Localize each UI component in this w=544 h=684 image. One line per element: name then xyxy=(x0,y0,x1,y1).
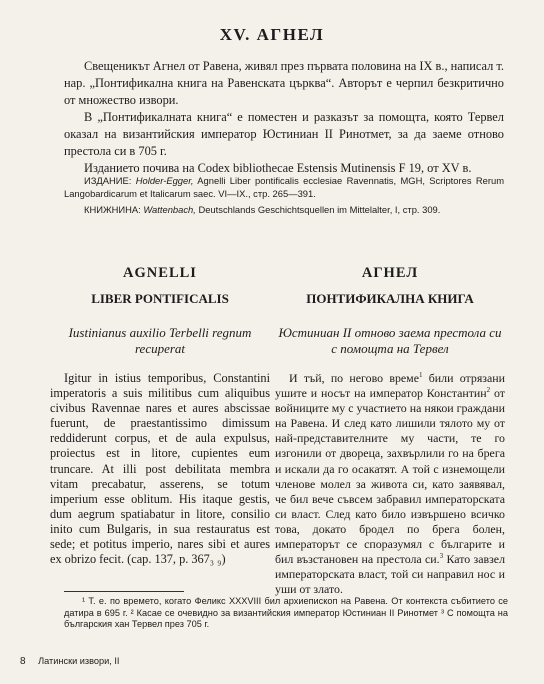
literature-text: Deutschlands Geschichtsquellen im Mittelalter, I, стр. 309. xyxy=(198,204,441,215)
bulgarian-text-part-c: от войниците му с участието на някои граждани на Равена. И след като лишили тялото му от най-представителните му части, те го изгонили от двореца, захвърлили го на брега и искали да го осакатят. А той с изнемощели членове молел за живота си, като заявявал, че бил вече съвсем забравил императорската си власт. След като било извършено всичко това, докато бродел по брега болен, императорът се споразумял с българите и бил възстановен на престола си. xyxy=(275,386,505,567)
literature-reference xyxy=(64,204,504,217)
edition-text: Agnelli Liber pontificalis ecclesiae Ravennatis, MGH, Scriptores Rerum Langobardicarum et Italicarum saec. VI—IX., стр. 265—391. xyxy=(64,175,505,199)
edition-reference xyxy=(64,175,504,200)
latin-column-title: AGNELLI xyxy=(123,265,197,281)
footnote-divider xyxy=(64,591,184,592)
page-number: 8 xyxy=(20,656,26,667)
bulgarian-rubric: Юстиниан II отново заема престола си с помощта на Тервел xyxy=(278,325,502,356)
running-title: Латински извори, II xyxy=(38,656,120,666)
latin-column-subtitle: LIBER PONTIFICALIS xyxy=(91,291,229,306)
footnote-marker-3: 3 xyxy=(439,552,444,561)
edition-author: Holder-Egger, xyxy=(135,175,194,186)
latin-rubric: Iustinianus auxilio Terbelli regnum recuperat xyxy=(68,325,252,356)
footnote-marker-2: 2 xyxy=(486,386,491,395)
latin-column xyxy=(50,265,270,567)
edition-label: ИЗДАНИЕ: xyxy=(84,175,132,186)
references-section xyxy=(64,175,504,221)
intro-paragraph-3: Изданието почива на Codex bibliothecae Estensis Mutinensis F 19, от XV в. xyxy=(84,161,472,175)
intro-paragraph-1: Свещеникът Агнел от Равена, живял през първата половина на IX в., написал т. нар. „Понтификална книга на Равенската църква“. Авторът е черпил безкритично от множество извори. xyxy=(64,59,504,107)
intro-section xyxy=(64,58,504,177)
literature-label: КНИЖНИНА: xyxy=(84,204,141,215)
bulgarian-column-title: АГНЕЛ xyxy=(361,265,419,281)
bulgarian-text-part-a: И тъй, по негово време xyxy=(289,371,419,385)
literature-author: Wattenbach, xyxy=(143,204,196,215)
bulgarian-text-part-d: Като завзел императорската власт, той си направил нос и уши от злато. xyxy=(275,552,506,597)
footnotes-text: ¹ Т. е. по времето, когато Феликс XXXVIII бил архиепископ на Равена. От контекста събитието се датира в 695 г. ² Касае се очевидно за византийския император Юстиниан II Ринотмет ³ С помощта на българския хан Тервел през 705 г. xyxy=(64,596,508,630)
bulgarian-text-part-b: били отрязани ушите и носът на император Константин xyxy=(275,371,505,401)
bulgarian-text xyxy=(275,371,505,597)
bulgarian-column xyxy=(275,265,505,597)
page-footer xyxy=(20,656,119,667)
chapter-title: XV. АГНЕЛ xyxy=(219,25,325,45)
intro-paragraph-2: В „Понтификалната книга“ е поместен и разказът за помощта, която Тервел оказал на византийския император Юстиниан II Ринотмет, за да заеме отново престола си в 705 г. xyxy=(64,110,504,158)
bulgarian-column-subtitle: ПОНТИФИКАЛНА КНИГА xyxy=(306,291,474,306)
footnote-marker-1: 1 xyxy=(418,371,423,380)
latin-text: Igitur in istius temporibus, Constantini imperatoris a suis militibus cum aliquibus civibus Ravennae nares et aures abscissae fuerunt, de praestantissimo dimissum reddiderunt corpus, et de aula expulsus, proiectus est in litore, cupientes eum truncare. At illi post debilitata membra vitam precabatur, asserens, se totum imperium esse oblitum. His itaque gestis, dum aegrum spatiabatur in litore, consilio inito cum Bulgaris, in sua restauratus est sede; et potitus imperio, nares sibi et aures ex obrizo fecit. (cap. 137, p. 367₃ ₉) xyxy=(50,371,270,567)
footnotes xyxy=(64,596,508,631)
